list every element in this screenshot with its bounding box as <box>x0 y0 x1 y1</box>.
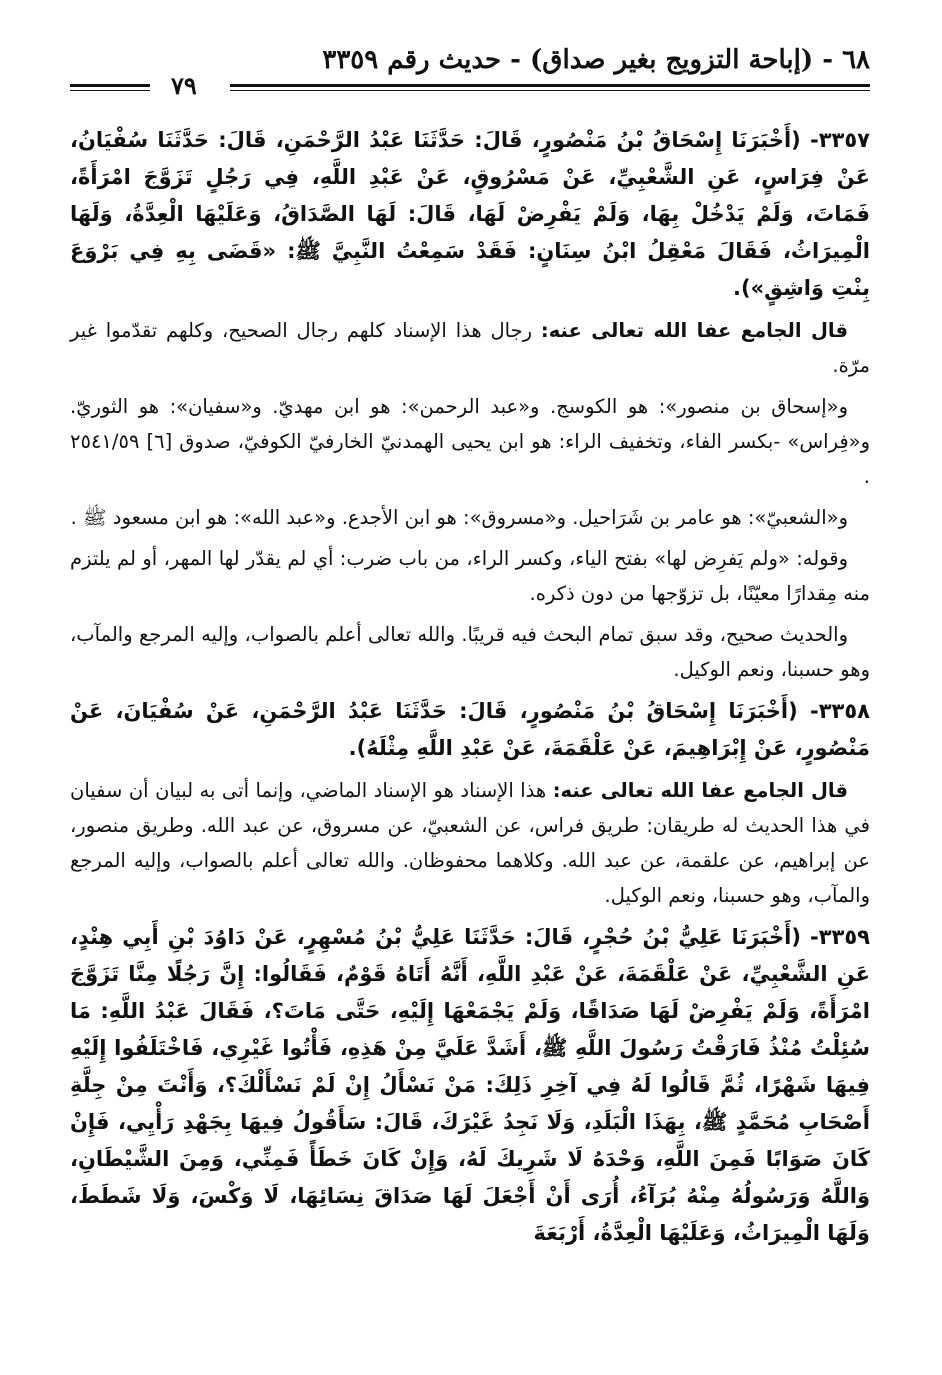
book-page <box>70 40 870 1258</box>
commentary-lead: قال الجامع عفا الله تعالى عنه: <box>552 779 848 802</box>
commentary-text: رجال هذا الإسناد كلهم رجال الصحيح، وكلهم تقدّموا غير مرّة. <box>70 319 870 377</box>
page-number: ٧٩ <box>165 72 203 100</box>
commentary-paragraph <box>70 313 870 383</box>
commentary-paragraph: وقوله: «ولم يَفرِض لها» بفتح الياء، وكسر الراء، من باب ضرب: أي لم يقدّر لها المهر، أو لم يلتزم منه مِقدارًا معيّنًا، بل تزوّجها من دون ذكره. <box>70 547 870 605</box>
chapter-title: ٦٨ - (إباحة التزويج بغير صداق) - حديث رقم ٣٣٥٩ <box>322 45 870 75</box>
hadith-3357: ٣٣٥٧- (أَخْبَرَنَا إِسْحَاقُ بْنُ مَنْصُورٍ، قَالَ: حَدَّثَنَا عَبْدُ الرَّحْمَنِ، قَالَ: حَدَّثَنَا سُفْيَانُ، عَنْ فِرَاسٍ، عَنِ الشَّعْبِيِّ، عَنْ مَسْرُوقٍ، عَنْ عَبْدِ اللَّهِ، فِي رَجُلٍ تَزَوَّجَ امْرَأَةً، فَمَاتَ، وَلَمْ يَدْخُلْ بِهَا، وَلَمْ يَفْرِضْ لَهَا، قَالَ: لَهَا الصَّدَاقُ، وَعَلَيْهَا الْعِدَّةُ، وَلَهَا الْمِيرَاثُ، فَقَالَ مَعْقِلُ ابْنُ سِنَانٍ: فَقَدْ سَمِعْتُ النَّبِيَّ ﷺ: «قَضَى بِهِ فِي بَرْوَعَ بِنْتِ وَاشِقٍ»). <box>70 128 870 300</box>
running-header <box>70 40 870 102</box>
header-rule-left <box>70 84 150 91</box>
commentary-paragraph: والحديث صحيح، وقد سبق تمام البحث فيه قريبًا. والله تعالى أعلم بالصواب، وإليه المرجع والمآب، وهو حسبنا، ونعم الوكيل. <box>70 623 870 681</box>
page-body <box>70 122 870 1252</box>
commentary-paragraph: و«إسحاق بن منصور»: هو الكوسج. و«عبد الرحمن»: هو ابن مهديّ. و«سفيان»: هو الثوريّ. و«فِراس» -بكسر الفاء، وتخفيف الراء: هو ابن يحيى الهمدنيّ الخارفيّ الكوفيّ، صدوق [٦] ٢٥٤١/٥٩ . <box>70 395 870 488</box>
hadith-3359: ٣٣٥٩- (أَخْبَرَنَا عَلِيُّ بْنُ حُجْرٍ، قَالَ: حَدَّثَنَا عَلِيُّ بْنُ مُسْهِرٍ، عَنْ دَاوُدَ بْنِ أَبِي هِنْدٍ، عَنِ الشَّعْبِيِّ، عَنْ عَلْقَمَةَ، عَنْ عَبْدِ اللَّهِ، أَنَّهُ أَتَاهُ قَوْمٌ، فَقَالُوا: إِنَّ رَجُلًا مِنَّا تَزَوَّجَ امْرَأَةً، وَلَمْ يَفْرِضْ لَهَا صَدَاقًا، وَلَمْ يَجْمَعْهَا إِلَيْهِ، حَتَّى مَاتَ؟، فَقَالَ عَبْدُ اللَّهِ: مَا سُئِلْتُ مُنْذُ فَارَقْتُ رَسُولَ اللَّهِ ﷺ، أَشَدَّ عَلَيَّ مِنْ هَذِهِ، فَأْتُوا غَيْرِي، فَاخْتَلَفُوا إِلَيْهِ فِيهَا شَهْرًا، ثُمَّ قَالُوا لَهُ فِي آخِرِ ذَلِكَ: مَنْ نَسْأَلُ إِنْ لَمْ نَسْأَلْكَ؟، وَأَنْتَ مِنْ جِلَّةِ أَصْحَابِ مُحَمَّدٍ ﷺ، بِهَذَا الْبَلَدِ، وَلَا نَجِدُ غَيْرَكَ، قَالَ: سَأَقُولُ فِيهَا بِجَهْدِ رَأْيِي، فَإِنْ كَانَ صَوَابًا فَمِنَ اللَّهِ، وَحْدَهُ لَا شَرِيكَ لَهُ، وَإِنْ كَانَ خَطَأً فَمِنِّي، وَمِنَ الشَّيْطَانِ، وَاللَّهُ وَرَسُولُهُ مِنْهُ بُرَآءُ، أُرَى أَنْ أَجْعَلَ لَهَا صَدَاقَ نِسَائِهَا، لَا وَكْسَ، وَلَا شَطَطَ، وَلَهَا الْمِيرَاثُ، وَعَلَيْهَا الْعِدَّةُ، أَرْبَعَةَ <box>70 925 870 1245</box>
hadith-3358: ٣٣٥٨- (أَخْبَرَنَا إِسْحَاقُ بْنُ مَنْصُورٍ، قَالَ: حَدَّثَنَا عَبْدُ الرَّحْمَنِ، عَنْ سُفْيَانَ، عَنْ مَنْصُورٍ، عَنْ إِبْرَاهِيمَ، عَنْ عَلْقَمَةَ، عَنْ عَبْدِ اللَّهِ مِثْلَهُ). <box>70 699 870 760</box>
header-rule <box>230 84 870 91</box>
commentary-lead: قال الجامع عفا الله تعالى عنه: <box>540 319 848 342</box>
commentary-paragraph: و«الشعبيّ»: هو عامر بن شَرَاحيل. و«مسروق»: هو ابن الأجدع. و«عبد الله»: هو ابن مسعود ﷺ . <box>70 506 848 529</box>
commentary-paragraph <box>70 773 870 913</box>
commentary-text: هذا الإسناد هو الإسناد الماضي، وإنما أتى به لبيان أن سفيان في هذا الحديث له طريقان: طريق فراس، عن الشعبيّ، عن مسروق، عن عبد الله. وطريق منصور، عن إبراهيم، عن علقمة، عن عبد الله. وكلاهما محفوظان. والله تعالى أعلم بالصواب، وإليه المرجع والمآب، وهو حسبنا، ونعم الوكيل. <box>70 779 870 907</box>
